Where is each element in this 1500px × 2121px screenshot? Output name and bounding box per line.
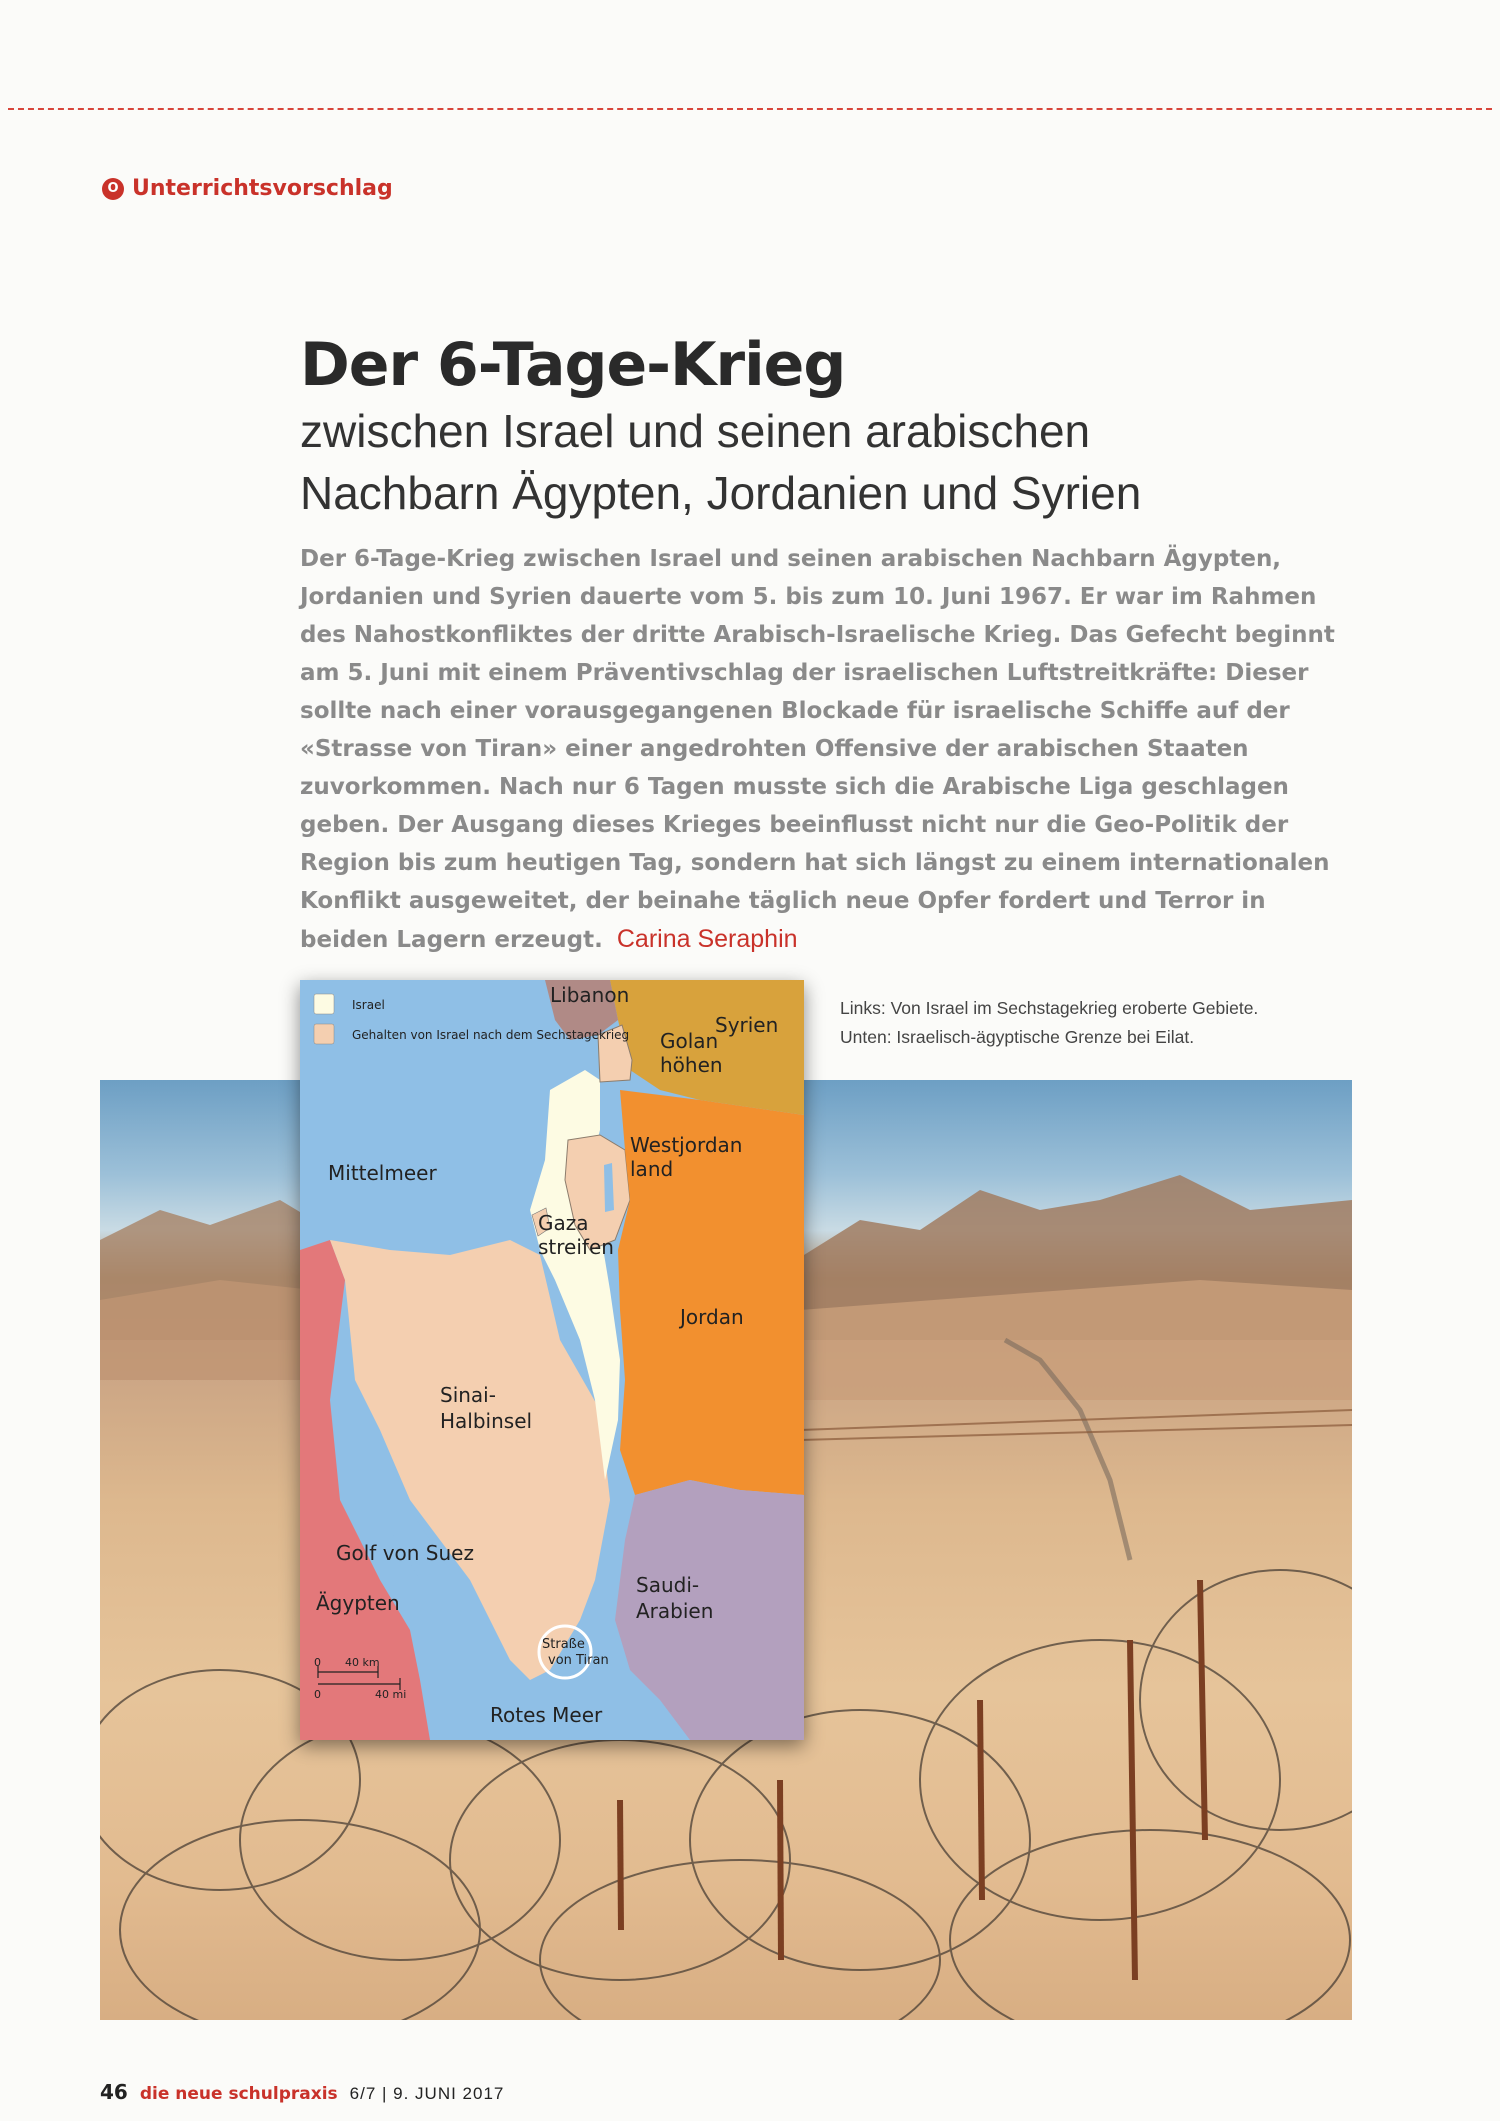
label-gaza-2: streifen [538, 1235, 614, 1259]
article-subtitle [300, 400, 1300, 524]
author-name: Carina Seraphin [616, 925, 798, 953]
territory-map [300, 980, 804, 1740]
circle-bullet-icon: O [102, 178, 124, 200]
article-title: Der 6-Tage-Krieg [300, 330, 846, 400]
section-label: Unterrichtsvorschlag [132, 176, 393, 201]
label-mediterranean: Mittelmeer [328, 1161, 437, 1185]
section-header [102, 176, 393, 201]
subtitle-line-2: Nachbarn Ägypten, Jordanien und Syrien [300, 467, 1142, 519]
label-westbank-1: Westjordan [630, 1133, 743, 1157]
label-saudi-1: Saudi- [636, 1573, 700, 1597]
legend-label-israel: Israel [352, 998, 385, 1012]
legend-label-occupied: Gehalten von Israel nach dem Sechstagekrieg [352, 1028, 630, 1042]
map-svg [300, 980, 804, 1740]
scale-mi: 40 mi [375, 1688, 407, 1701]
subtitle-line-1: zwischen Israel und seinen arabischen [300, 405, 1091, 457]
page-number: 46 [100, 2080, 128, 2104]
scale-zero-top: 0 [314, 1656, 321, 1669]
label-westbank-2: land [630, 1157, 674, 1181]
label-tiran-2: von Tiran [548, 1653, 609, 1668]
label-tiran-1: Straße [542, 1637, 585, 1652]
label-jordan: Jordan [680, 1305, 744, 1329]
label-redsea: Rotes Meer [490, 1703, 603, 1727]
legend-swatch-israel [314, 994, 334, 1014]
scale-zero-bottom: 0 [314, 1688, 321, 1701]
caption-line-2: Unten: Israelisch-ägyptische Grenze bei Eilat. [840, 1027, 1195, 1047]
label-sinai-1: Sinai- [440, 1383, 496, 1407]
label-lebanon: Libanon [550, 983, 630, 1007]
label-sinai-2: Halbinsel [440, 1409, 533, 1433]
issue-info: 6/7 | 9. JUNI 2017 [349, 2084, 505, 2103]
article-lead [300, 540, 1350, 959]
label-saudi-2: Arabien [636, 1599, 714, 1623]
label-golan-1: Golan [660, 1029, 719, 1053]
top-dashed-rule [8, 108, 1492, 110]
label-suez: Golf von Suez [336, 1541, 474, 1565]
label-gaza-1: Gaza [538, 1211, 589, 1235]
scale-km: 40 km [345, 1656, 380, 1669]
page-footer [100, 2080, 504, 2104]
label-egypt: Ägypten [316, 1591, 400, 1615]
label-golan-2: höhen [660, 1053, 723, 1077]
magazine-name: die neue schulpraxis [139, 2084, 338, 2104]
label-syria: Syrien [715, 1013, 779, 1037]
caption-line-1: Links: Von Israel im Sechstagekrieg eroberte Gebiete. [840, 998, 1259, 1018]
legend-swatch-occupied [314, 1024, 334, 1044]
lead-text: Der 6-Tage-Krieg zwischen Israel und seinen arabischen Nachbarn Ägypten, Jordanien und Syrien dauerte vom 5. bis zum 10. Juni 1967. Er war im Rahmen des Nahostkonfliktes der dritte Arabisch-Israelische Krieg. Das Gefecht beginnt am 5. Juni mit einem Präventivschlag der israelischen Luftstreitkräfte: Dieser sollte nach einer vorausgegangenen Blockade für israelische Schiffe auf der «Strasse von Tiran» einer angedrohten Offensive der arabischen Staaten zuvorkommen. Nach nur 6 Tagen musste sich die Arabische Liga geschlagen geben. Der Ausgang dieses Krieges beeinflusst nicht nur die Geo-Politik der Region bis zum heutigen Tag, sondern hat sich längst zu einem internationalen Konflikt ausgeweitet, der beinahe täglich neue Opfer fordert und Terror in beiden Lagern erzeugt. [300, 546, 1335, 953]
figure-caption [840, 994, 1320, 1052]
